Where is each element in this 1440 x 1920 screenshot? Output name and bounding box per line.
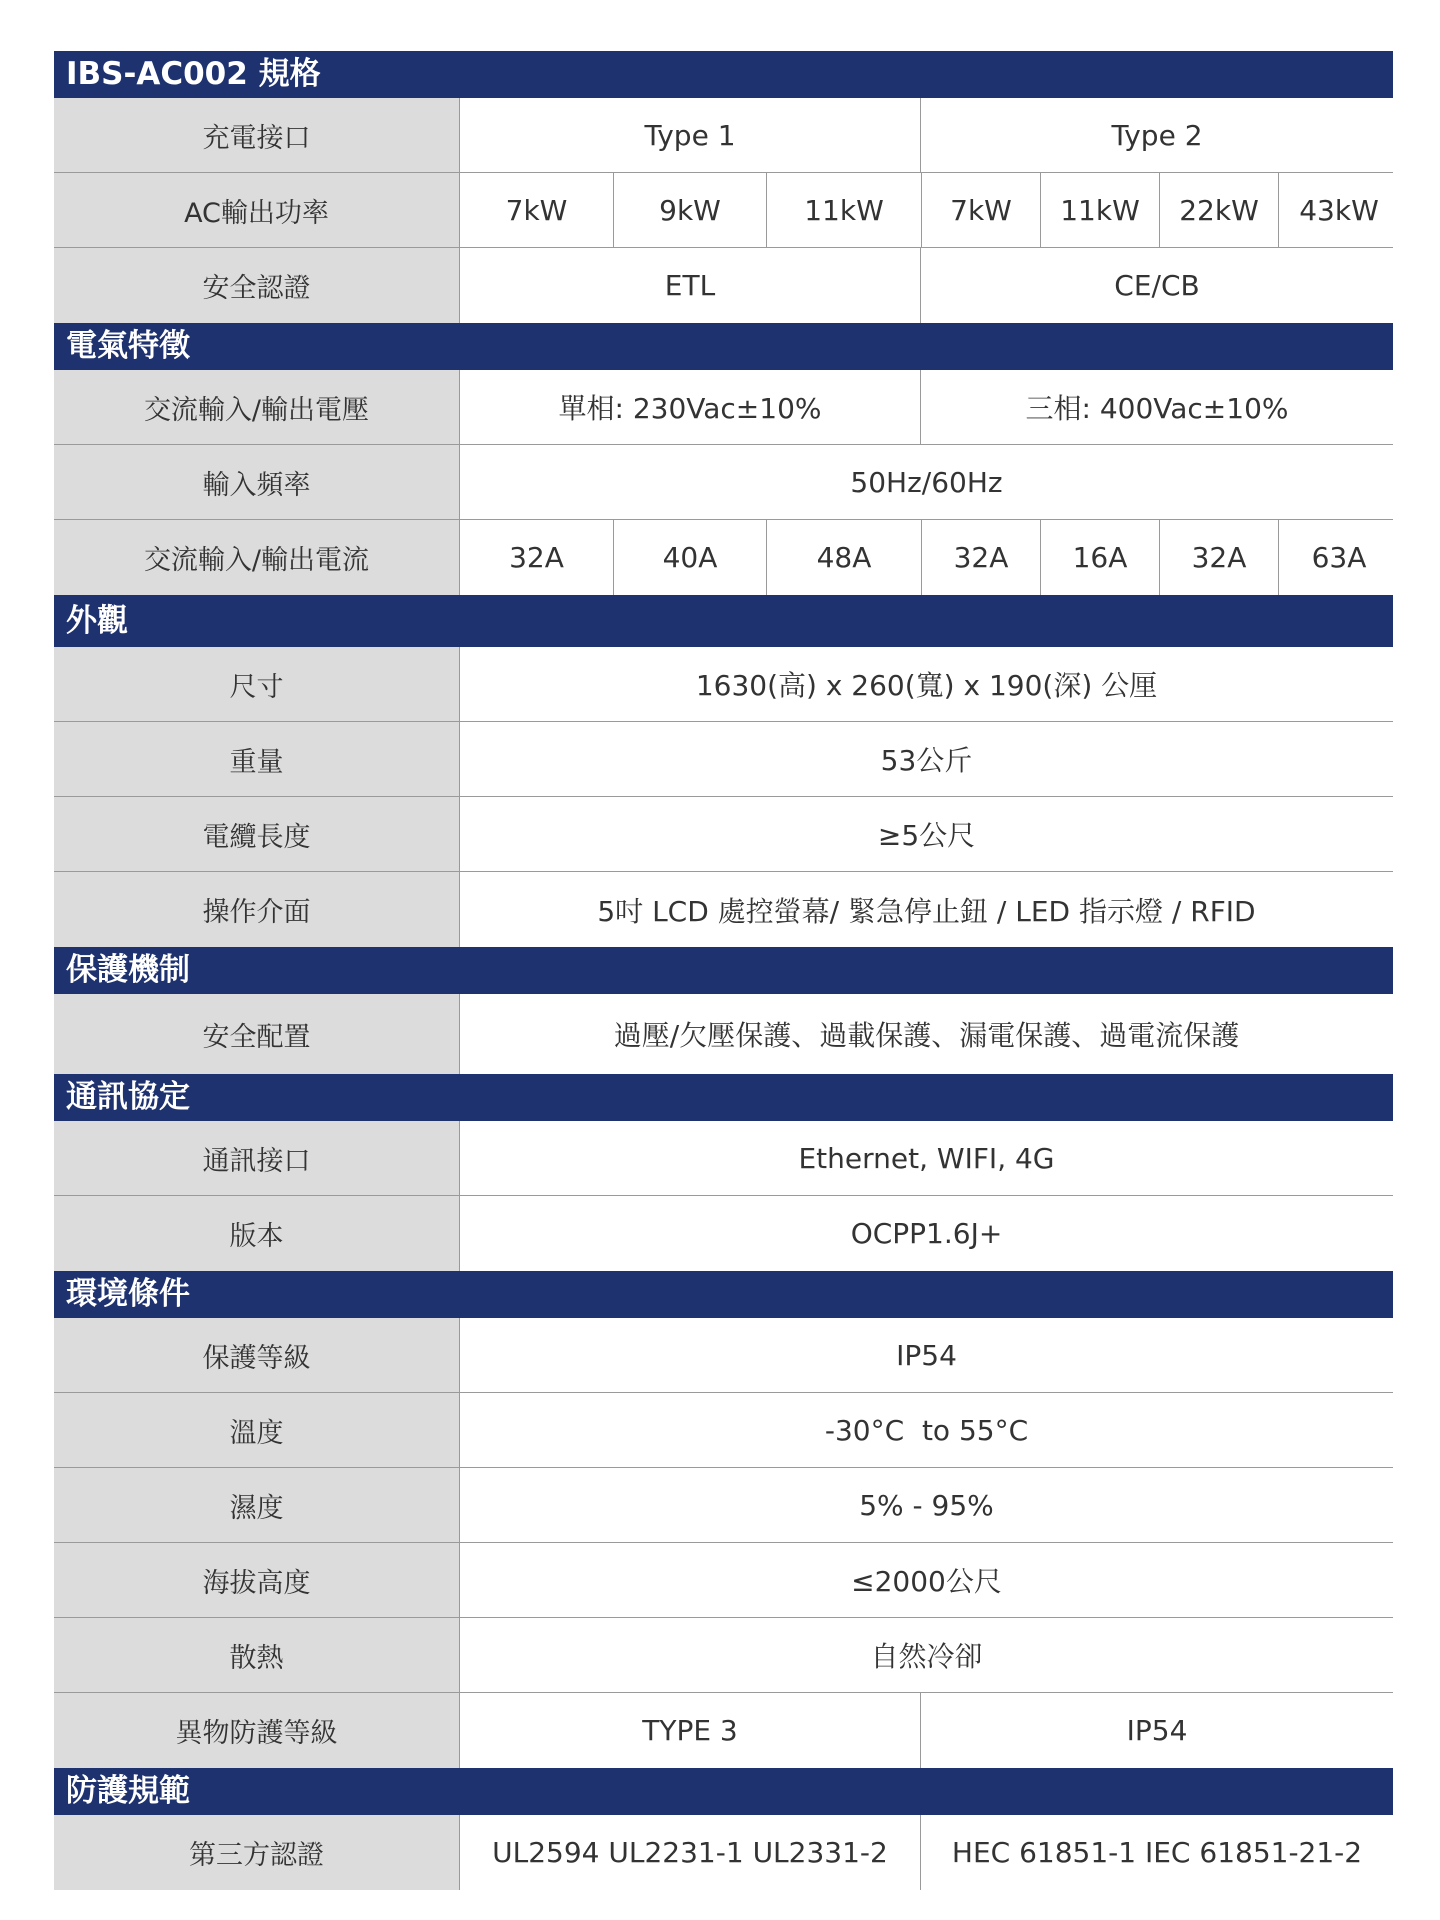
row-connector — [54, 98, 1393, 173]
current-cell: 40A — [613, 520, 766, 595]
current-cell: 32A — [921, 520, 1040, 595]
size-value: 1630(高) x 260(寬) x 190(深) 公厘 — [695, 669, 1158, 702]
row-cooling — [54, 1618, 1393, 1693]
row-voltage — [54, 370, 1393, 445]
row-label: 海拔高度 — [54, 1543, 460, 1617]
section-communication-header: 通訊協定 — [54, 1074, 1393, 1121]
current-cell: 48A — [766, 520, 921, 595]
section-protection-header: 保護機制 — [54, 947, 1393, 994]
power-cell: 7kW — [505, 193, 568, 227]
type1-value: Type 1 — [644, 118, 736, 152]
current-cell: 16A — [1040, 520, 1159, 595]
humidity-value: 5% - 95% — [859, 1488, 994, 1522]
type1-value: ETL — [664, 269, 716, 302]
power-cell: 9kW — [613, 173, 766, 247]
interface-value: 5吋 LCD 處控螢幕/ 緊急停止鈕 / LED 指示燈 / RFID — [597, 894, 1256, 928]
power-cell: 11kW — [1040, 173, 1159, 247]
section-standards-header: 防護規範 — [54, 1768, 1393, 1815]
row-current — [54, 520, 1393, 595]
current-cell: 32A — [509, 541, 564, 574]
row-label: 濕度 — [54, 1468, 460, 1542]
spec-table — [54, 51, 1393, 1890]
section-electrical-header: 電氣特徵 — [54, 323, 1393, 370]
power-cell: 7kW — [921, 173, 1040, 247]
altitude-value: ≤2000公尺 — [851, 1565, 1002, 1598]
row-label: 交流輸入/輸出電流 — [54, 520, 460, 595]
comm-port-value: Ethernet, WIFI, 4G — [798, 1141, 1055, 1175]
row-frequency — [54, 445, 1393, 520]
type1-value: 單相: 230Vac±10% — [558, 392, 822, 425]
row-ip-rating — [54, 1318, 1393, 1393]
row-label: 電纜長度 — [54, 797, 460, 871]
type1-value: TYPE 3 — [642, 1714, 738, 1747]
current-cell: 32A — [1159, 520, 1278, 595]
row-label: 第三方認證 — [54, 1815, 460, 1890]
row-foreign-protect — [54, 1693, 1393, 1768]
type2-value: IP54 — [920, 1693, 1393, 1768]
row-label: 通訊接口 — [54, 1121, 460, 1195]
type2-value: Type 2 — [920, 98, 1393, 172]
row-label: 版本 — [54, 1196, 460, 1271]
row-safety-cert — [54, 248, 1393, 323]
weight-value: 53公斤 — [880, 744, 973, 777]
type1-value: UL2594 UL2231-1 UL2331-2 — [492, 1836, 888, 1869]
row-version — [54, 1196, 1393, 1271]
version-value: OCPP1.6J+ — [850, 1217, 1003, 1250]
row-label: AC輸出功率 — [54, 173, 460, 247]
row-size — [54, 647, 1393, 722]
temperature-value: -30°C to 55°C — [824, 1413, 1029, 1447]
power-cell: 11kW — [766, 173, 921, 247]
row-label: 交流輸入/輸出電壓 — [54, 370, 460, 444]
row-temperature — [54, 1393, 1393, 1468]
row-third-party — [54, 1815, 1393, 1890]
row-label: 安全認證 — [54, 248, 460, 323]
row-humidity — [54, 1468, 1393, 1543]
row-label: 散熱 — [54, 1618, 460, 1692]
power-cell: 43kW — [1278, 173, 1399, 247]
row-label: 充電接口 — [54, 98, 460, 172]
cooling-value: 自然冷卻 — [870, 1640, 983, 1673]
row-label: 保護等級 — [54, 1318, 460, 1392]
row-label: 異物防護等級 — [54, 1693, 460, 1768]
type2-value: CE/CB — [920, 248, 1393, 323]
type2-value: HEC 61851-1 IEC 61851-21-2 — [920, 1815, 1393, 1890]
row-label: 輸入頻率 — [54, 445, 460, 519]
power-cell: 22kW — [1159, 173, 1278, 247]
safety-config-value: 過壓/欠壓保護、過載保護、漏電保護、過電流保護 — [613, 1019, 1240, 1052]
row-power — [54, 173, 1393, 248]
cable-value: ≥5公尺 — [877, 819, 976, 852]
row-altitude — [54, 1543, 1393, 1618]
section-spec-header: IBS-AC002 規格 — [54, 51, 1393, 98]
row-label: 溫度 — [54, 1393, 460, 1467]
section-environment-header: 環境條件 — [54, 1271, 1393, 1318]
frequency-value: 50Hz/60Hz — [850, 465, 1003, 499]
section-appearance-header: 外觀 — [54, 595, 1393, 647]
row-weight — [54, 722, 1393, 797]
row-safety-config — [54, 994, 1393, 1074]
row-comm-port — [54, 1121, 1393, 1196]
row-interface — [54, 872, 1393, 947]
type2-value: 三相: 400Vac±10% — [920, 370, 1393, 444]
row-cable — [54, 797, 1393, 872]
row-label: 安全配置 — [54, 994, 460, 1074]
row-label: 尺寸 — [54, 647, 460, 721]
row-label: 操作介面 — [54, 872, 460, 947]
row-label: 重量 — [54, 722, 460, 796]
current-cell: 63A — [1278, 520, 1399, 595]
ip-rating-value: IP54 — [896, 1338, 957, 1372]
